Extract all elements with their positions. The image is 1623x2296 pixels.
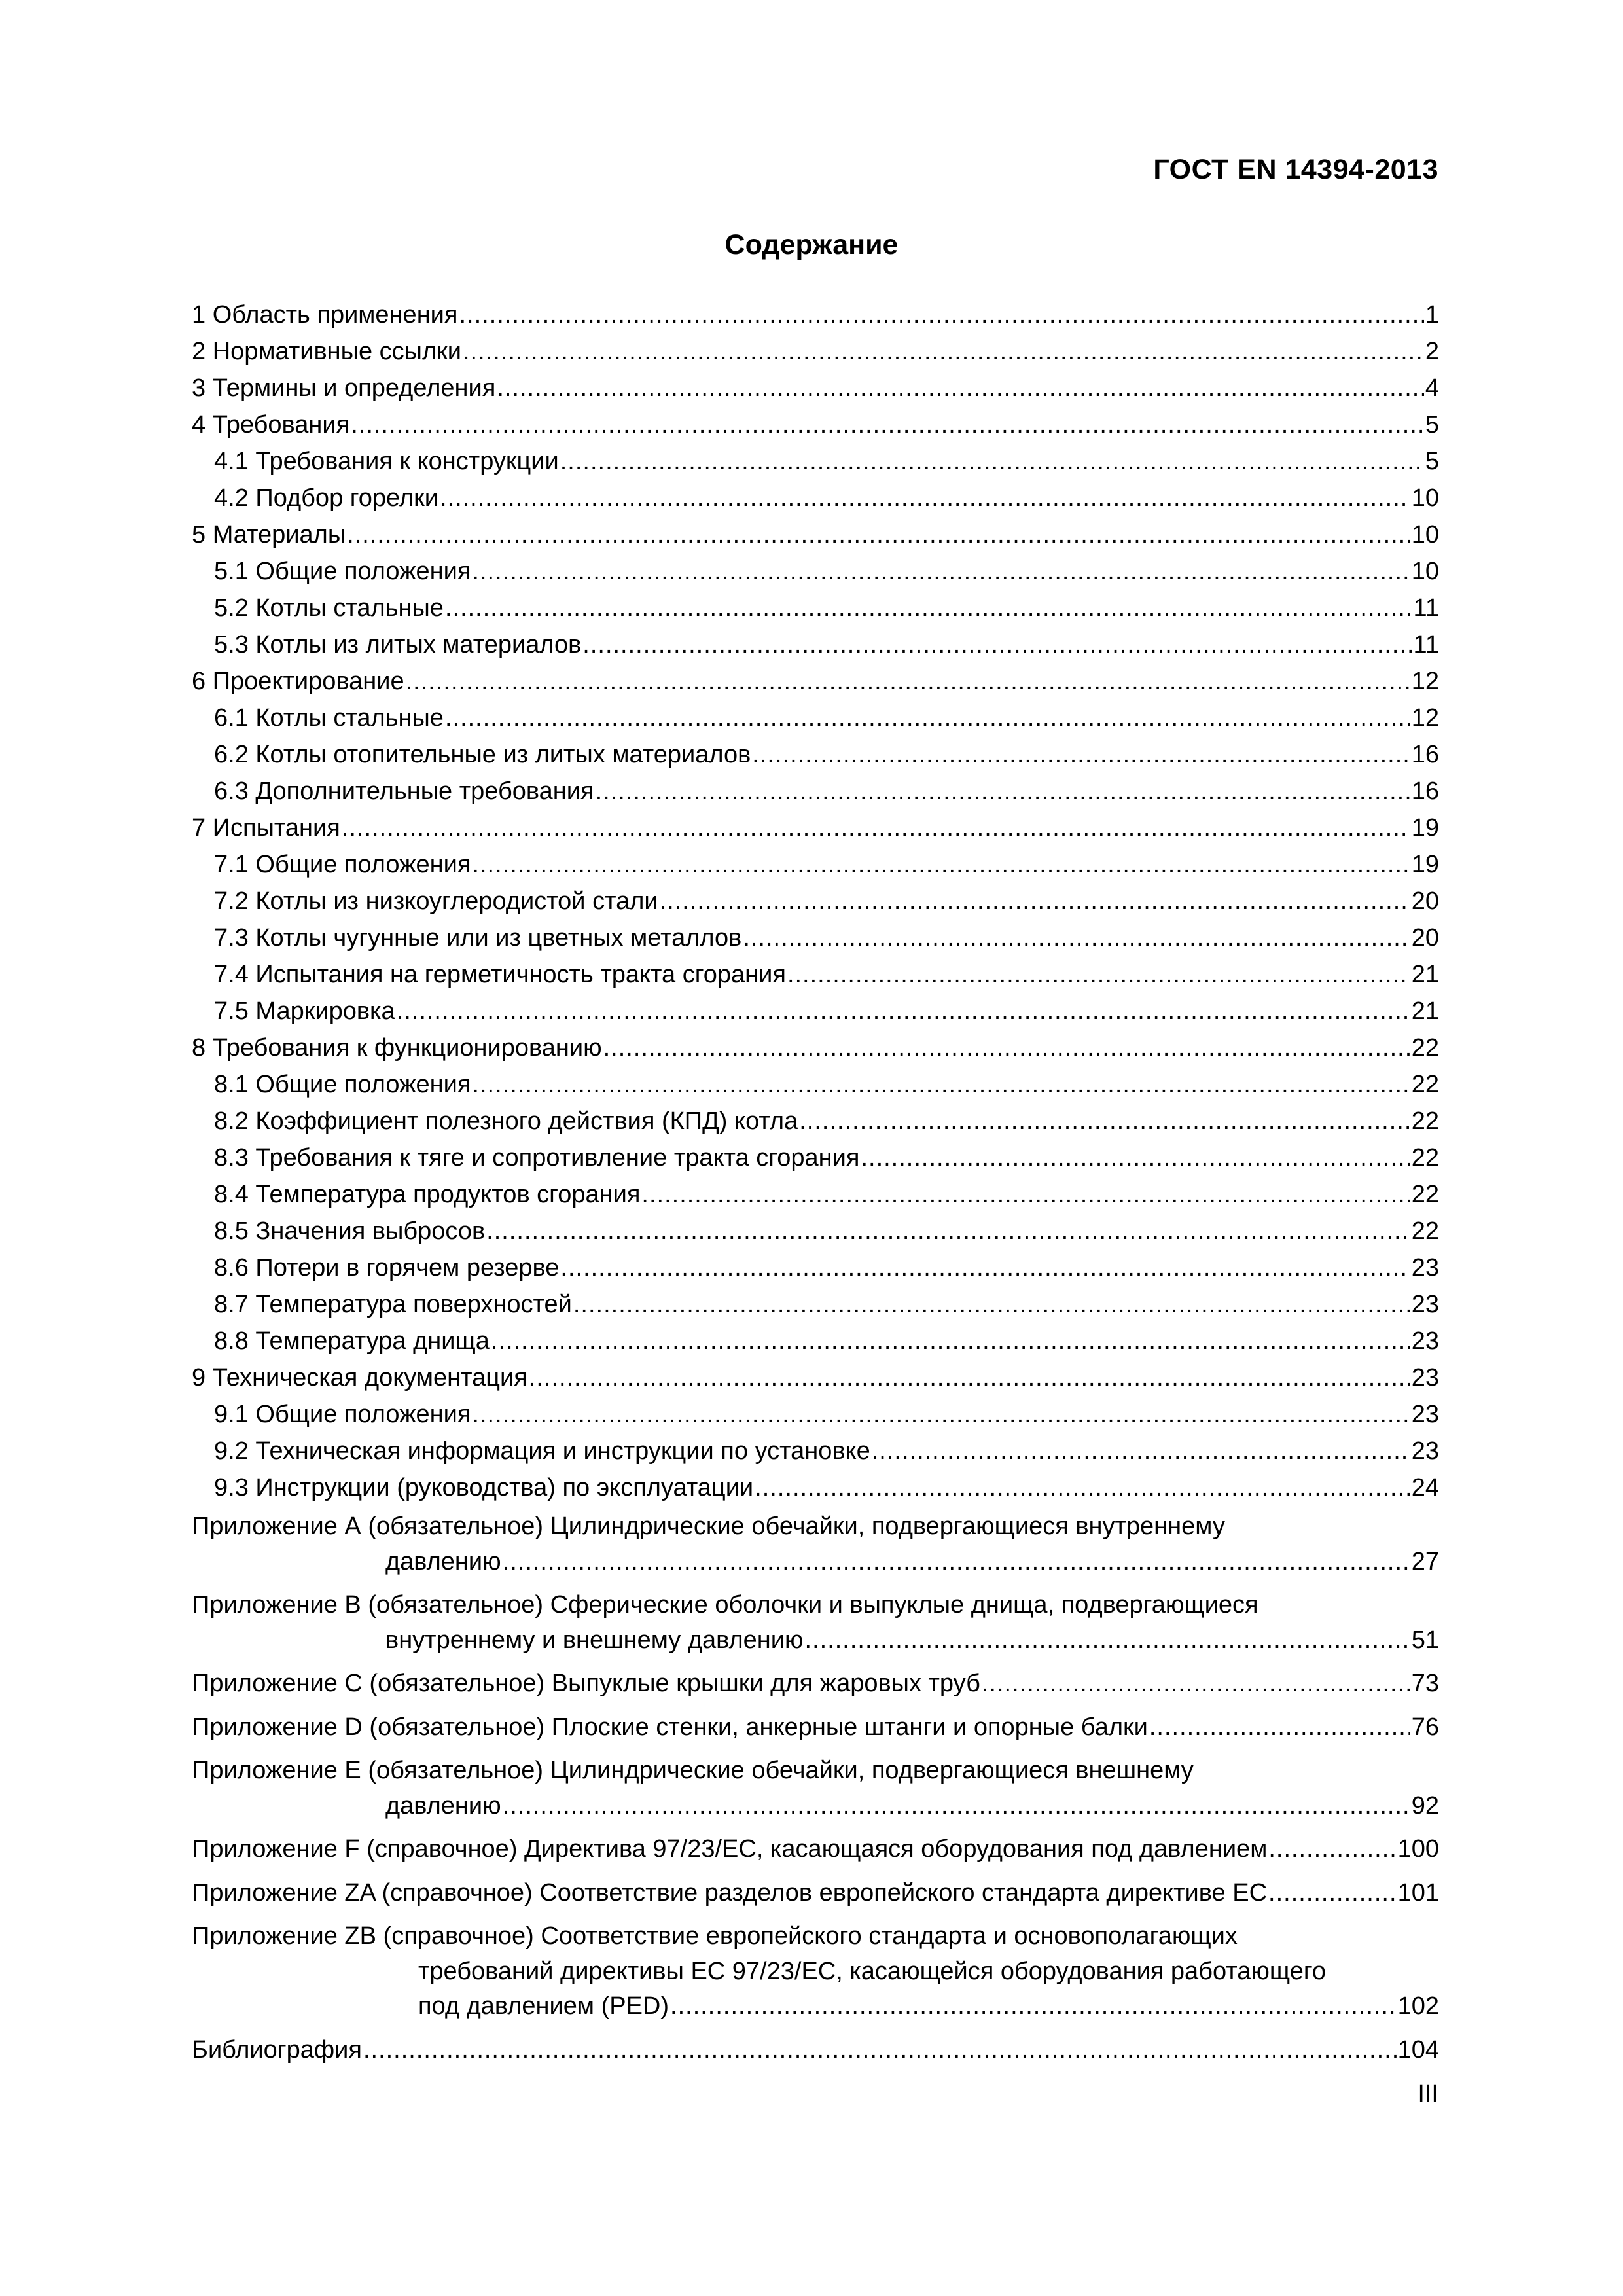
dot-leader	[560, 444, 1424, 480]
dot-leader	[406, 664, 1410, 700]
toc-entry-title: Библиография	[192, 2036, 362, 2064]
toc-entry-title: 8 Требования к функционированию	[192, 1033, 602, 1062]
toc-entry-title: 7.4 Испытания на герметичность тракта сгорания	[214, 960, 786, 988]
dot-leader	[743, 921, 1410, 956]
toc-entry-page: 24	[1411, 1473, 1439, 1501]
dot-leader	[641, 1177, 1410, 1213]
toc-subentry[interactable]	[192, 956, 1439, 992]
toc-entry-title: 4.1 Требования к конструкции	[214, 447, 559, 475]
toc-entry-title: 3 Термины и определения	[192, 374, 496, 402]
toc-subentry[interactable]	[192, 919, 1439, 956]
dot-leader	[440, 481, 1410, 516]
toc-entry-page: 10	[1411, 484, 1439, 512]
dot-leader	[582, 628, 1412, 663]
toc-subentry[interactable]	[192, 552, 1439, 589]
toc-subentry[interactable]	[192, 1395, 1439, 1432]
toc-subentry[interactable]	[192, 1066, 1439, 1102]
toc-entry-title: 8.3 Требования к тяге и сопротивление тракта сгорания	[214, 1143, 860, 1172]
toc-subentry[interactable]	[192, 1249, 1439, 1285]
toc-entry-page: 20	[1411, 887, 1439, 915]
toc-subentry[interactable]	[192, 1469, 1439, 1505]
toc-entry-page: 23	[1411, 1400, 1439, 1428]
toc-entry[interactable]	[192, 332, 1439, 369]
toc-subentry[interactable]	[192, 699, 1439, 736]
toc-entry-title: 7 Испытания	[192, 814, 340, 842]
toc-entry-title: 8.4 Температура продуктов сгорания	[214, 1180, 641, 1208]
dot-leader	[497, 371, 1424, 406]
dot-leader	[1268, 1832, 1396, 1867]
toc-annex-e[interactable]	[192, 1749, 1439, 1823]
toc-entry[interactable]	[192, 1029, 1439, 1066]
toc-title: Содержание	[724, 229, 899, 260]
dot-leader	[503, 1545, 1410, 1580]
toc-entry-title: 6 Проектирование	[192, 667, 404, 695]
toc-entry-title: 9 Техническая документация	[192, 1363, 527, 1391]
dot-leader	[529, 1361, 1410, 1396]
toc-subentry[interactable]	[192, 626, 1439, 662]
toc-entry-page: 2	[1425, 337, 1439, 365]
dot-leader	[472, 554, 1410, 590]
toc-entry-title: 5 Материалы	[192, 520, 346, 548]
toc-entry[interactable]	[192, 516, 1439, 552]
toc-entry-page: 16	[1411, 740, 1439, 768]
toc-entry-page: 23	[1411, 1253, 1439, 1282]
toc-entry-page: 23	[1411, 1290, 1439, 1318]
toc-entry-title: 4.2 Подбор горелки	[214, 484, 438, 512]
dot-leader	[347, 518, 1410, 553]
toc-entry-title: Приложение D (обязательное) Плоские стенки, анкерные штанги и опорные балки	[192, 1713, 1148, 1741]
toc-entry-page: 11	[1413, 630, 1439, 658]
dot-leader	[799, 1104, 1410, 1139]
toc-entry-title: Приложение F (справочное) Директива 97/23/ЕС, касающаяся оборудования под давлением	[192, 1835, 1268, 1863]
toc-subentry[interactable]	[192, 882, 1439, 919]
toc-entry-title: 9.3 Инструкции (руководства) по эксплуатации	[214, 1473, 754, 1501]
dot-leader	[1268, 1876, 1397, 1911]
toc-entry-title: Приложение В (обязательное) Сферические оболочки и выпуклые днища, подвергающиеся	[192, 1591, 1258, 1619]
toc-entry-page: 104	[1397, 2036, 1439, 2064]
toc-entry-page: 27	[1411, 1547, 1439, 1575]
toc-entry-page: 20	[1411, 924, 1439, 952]
toc-entry-title: 8.8 Температура днища	[214, 1327, 490, 1355]
toc-subentry[interactable]	[192, 1432, 1439, 1469]
toc-entry-title: 5.3 Котлы из литых материалов	[214, 630, 582, 658]
toc-entry-page: 100	[1397, 1835, 1439, 1863]
toc-subentry[interactable]	[192, 1139, 1439, 1175]
toc-entry-page: 101	[1397, 1878, 1439, 1907]
dot-leader	[603, 1031, 1410, 1066]
table-of-contents	[192, 296, 1439, 2072]
toc-entry-page: 19	[1411, 850, 1439, 878]
dot-leader	[445, 591, 1412, 626]
dot-leader	[363, 2033, 1397, 2068]
toc-entry-page: 12	[1411, 704, 1439, 732]
toc-entry-page: 1	[1425, 300, 1439, 329]
toc-subentry[interactable]	[192, 479, 1439, 516]
toc-entry-page: 22	[1411, 1033, 1439, 1062]
toc-entry[interactable]	[192, 296, 1439, 332]
toc-entry-page: 16	[1411, 777, 1439, 805]
dot-leader	[670, 1989, 1397, 2024]
dot-leader	[982, 1666, 1410, 1702]
toc-subentry[interactable]	[192, 992, 1439, 1029]
toc-subentry[interactable]	[192, 736, 1439, 772]
toc-entry-page: 10	[1411, 557, 1439, 585]
toc-entry[interactable]	[192, 406, 1439, 442]
toc-entry-title: Приложение С (обязательное) Выпуклые крышки для жаровых труб	[192, 1670, 980, 1697]
dot-leader	[660, 884, 1410, 920]
toc-entry-page: 4	[1425, 374, 1439, 402]
toc-subentry[interactable]	[192, 1175, 1439, 1212]
toc-entry-title: Приложение ZA (справочное) Соответствие разделов европейского стандарта директиве ЕС	[192, 1878, 1268, 1907]
toc-annex-c[interactable]	[192, 1662, 1439, 1702]
dot-leader	[397, 994, 1410, 1030]
toc-entry-title: 7.2 Котлы из низкоуглеродистой стали	[214, 887, 658, 915]
toc-entry-page: 102	[1397, 1992, 1439, 2020]
dot-leader	[463, 334, 1424, 370]
toc-entry-title: 4 Требования	[192, 410, 350, 439]
toc-entry-page: 73	[1411, 1670, 1439, 1697]
toc-entry-page: 23	[1411, 1437, 1439, 1465]
dot-leader	[459, 298, 1423, 333]
dot-leader	[445, 701, 1410, 736]
toc-entry-title: 2 Нормативные ссылки	[192, 337, 461, 365]
toc-bibliography[interactable]	[192, 2029, 1439, 2068]
toc-entry-title-continued: давлению	[385, 1791, 501, 1820]
toc-entry-title: 5.1 Общие положения	[214, 557, 471, 585]
toc-entry-title: 8.2 Коэффициент полезного действия (КПД) котла	[214, 1107, 798, 1135]
dot-leader	[342, 811, 1410, 846]
toc-entry-title-continued: внутреннему и внешнему давлению	[385, 1626, 804, 1654]
toc-entry-page: 51	[1411, 1626, 1439, 1654]
toc-entry-page: 92	[1411, 1791, 1439, 1820]
toc-entry-page: 11	[1413, 594, 1439, 622]
dot-leader	[491, 1324, 1410, 1359]
toc-entry-page: 23	[1411, 1363, 1439, 1391]
toc-entry-page: 5	[1425, 410, 1439, 439]
dot-leader	[755, 1471, 1410, 1506]
toc-entry-title: Приложение Е (обязательное) Цилиндрические обечайки, подвергающиеся внешнему	[192, 1757, 1194, 1784]
toc-entry[interactable]	[192, 662, 1439, 699]
toc-entry-title: 8.1 Общие положения	[214, 1070, 471, 1098]
toc-entry-title: 6.1 Котлы стальные	[214, 704, 444, 732]
toc-entry-title: 7.3 Котлы чугунные или из цветных металлов	[214, 924, 742, 952]
dot-leader	[503, 1789, 1410, 1824]
toc-entry-title: 8.6 Потери в горячем резерве	[214, 1253, 560, 1282]
toc-annex-a[interactable]	[192, 1505, 1439, 1579]
dot-leader	[596, 774, 1410, 810]
dot-leader	[472, 1397, 1410, 1433]
toc-entry-title: 9.1 Общие положения	[214, 1400, 471, 1428]
toc-entry-title: 5.2 Котлы стальные	[214, 594, 444, 622]
toc-annex-b[interactable]	[192, 1584, 1439, 1658]
toc-entry-title-continued: требований директивы ЕС 97/23/ЕС, касающейся оборудования работающего	[418, 1957, 1326, 1985]
dot-leader	[560, 1251, 1410, 1286]
toc-subentry[interactable]	[192, 772, 1439, 809]
toc-entry-page: 76	[1411, 1713, 1439, 1741]
toc-entry-page: 23	[1411, 1327, 1439, 1355]
toc-entry-title: 8.5 Значения выбросов	[214, 1217, 486, 1245]
toc-entry-page: 12	[1411, 667, 1439, 695]
toc-entry-page: 21	[1411, 960, 1439, 988]
dot-leader	[472, 848, 1410, 883]
dot-leader	[787, 958, 1410, 993]
toc-entry-title: 1 Область применения	[192, 300, 458, 329]
toc-entry-page: 21	[1411, 997, 1439, 1025]
dot-leader	[805, 1623, 1410, 1659]
toc-subentry[interactable]	[192, 1102, 1439, 1139]
toc-entry-title: Приложение ZB (справочное) Соответствие европейского стандарта и основополагающих	[192, 1922, 1238, 1950]
toc-entry-page: 22	[1411, 1107, 1439, 1135]
toc-entry-title: 7.1 Общие положения	[214, 850, 471, 878]
toc-entry-title: 7.5 Маркировка	[214, 997, 395, 1025]
toc-entry[interactable]	[192, 1359, 1439, 1395]
toc-entry-title-continued: под давлением (PED)	[418, 1992, 669, 2020]
toc-subentry[interactable]	[192, 442, 1439, 479]
toc-subentry[interactable]	[192, 1212, 1439, 1249]
toc-subentry[interactable]	[192, 1322, 1439, 1359]
toc-annex-d[interactable]	[192, 1706, 1439, 1746]
dot-leader	[573, 1287, 1410, 1323]
dot-leader	[486, 1214, 1410, 1249]
toc-subentry[interactable]	[192, 589, 1439, 626]
toc-entry-page: 22	[1411, 1180, 1439, 1208]
toc-entry-page: 5	[1425, 447, 1439, 475]
dot-leader	[472, 1067, 1410, 1103]
toc-entry[interactable]	[192, 809, 1439, 846]
toc-entry-page: 22	[1411, 1143, 1439, 1172]
dot-leader	[861, 1141, 1410, 1176]
dot-leader	[1149, 1710, 1410, 1746]
toc-entry-page: 22	[1411, 1217, 1439, 1245]
dot-leader	[351, 408, 1424, 443]
toc-entry-title: Приложение А (обязательное) Цилиндрические обечайки, подвергающиеся внутреннему	[192, 1513, 1225, 1540]
page-number: III	[1418, 2080, 1438, 2108]
toc-entry-title: 6.3 Дополнительные требования	[214, 777, 594, 805]
dot-leader	[872, 1434, 1410, 1469]
toc-entry-page: 19	[1411, 814, 1439, 842]
toc-subentry[interactable]	[192, 1285, 1439, 1322]
toc-entry-title-continued: давлению	[385, 1547, 501, 1575]
toc-entry-title: 8.7 Температура поверхностей	[214, 1290, 572, 1318]
toc-annex-za[interactable]	[192, 1872, 1439, 1911]
dot-leader	[752, 738, 1410, 773]
toc-entry[interactable]	[192, 369, 1439, 406]
toc-subentry[interactable]	[192, 846, 1439, 882]
toc-annex-zb[interactable]	[192, 1915, 1439, 2024]
toc-entry-page: 10	[1411, 520, 1439, 548]
toc-entry-title: 9.2 Техническая информация и инструкции по установке	[214, 1437, 870, 1465]
toc-entry-page: 22	[1411, 1070, 1439, 1098]
toc-entry-title: 6.2 Котлы отопительные из литых материалов	[214, 740, 751, 768]
document-code: ГОСТ EN 14394-2013	[1153, 154, 1438, 185]
toc-annex-f[interactable]	[192, 1828, 1439, 1867]
